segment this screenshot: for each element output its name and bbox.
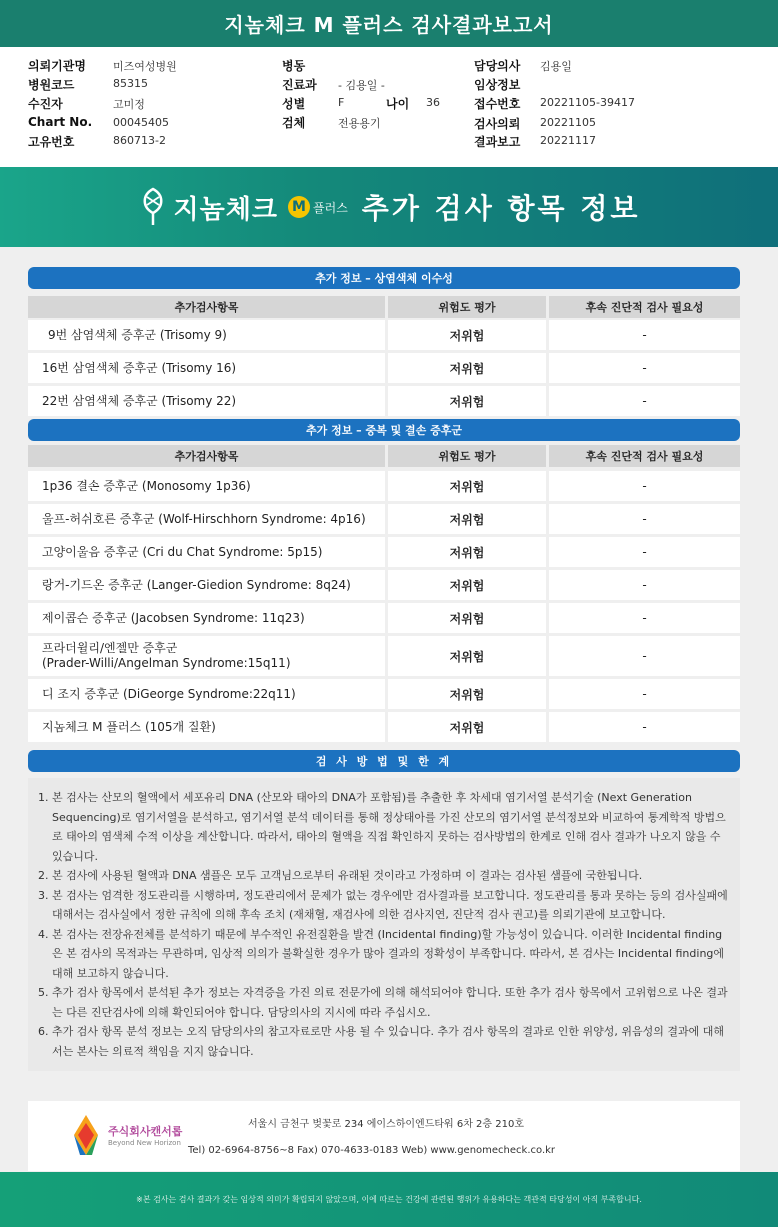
recipient-label: 수진자 — [28, 97, 63, 111]
banner-plus: 플러스 — [313, 200, 348, 215]
row-item: 고양이울음 증후군 (Cri du Chat Syndrome: 5p15) — [28, 537, 385, 567]
row-item: 울프-허쉬호른 증후군 (Wolf-Hirschhorn Syndrome: 4p16) — [28, 504, 385, 534]
section1-column-headers — [28, 296, 740, 318]
age-value: 36 — [426, 96, 440, 109]
row-item-line1: 프라더윌리/엔젤만 증후군 — [42, 641, 178, 655]
method-note: 5. 추가 검사 항목에서 분석된 추가 정보는 자격증을 가진 의료 전문가에 의해 해석되어야 합니다. 또한 추가 검사 항목에서 고위험으로 나온 결과는 다른 진단검사에 의해 확인되어야 합니다. 담당의사의 지시에 따라 주십시오. — [52, 983, 740, 1022]
col-risk-header: 위험도 평가 — [388, 445, 546, 467]
patient-info — [0, 47, 778, 167]
company-contact: Tel) 02-6964-8756~8 Fax) 070-4633-0183 Web) www.genomecheck.co.kr — [188, 1145, 556, 1156]
row-item: 디 조지 증후군 (DiGeorge Syndrome:22q11) — [28, 679, 385, 709]
chart-no-value: 00045405 — [113, 116, 169, 129]
row-item: 9번 삼염색체 증후군 (Trisomy 9) — [28, 320, 385, 350]
disclaimer-bar — [0, 1172, 778, 1227]
table-row — [28, 712, 740, 742]
row-risk: 저위험 — [388, 353, 546, 383]
dna-leaf-icon — [138, 187, 168, 227]
row-risk: 저위험 — [388, 320, 546, 350]
row-followup: - — [549, 353, 740, 383]
col-risk-header: 위험도 평가 — [388, 296, 546, 318]
methods-notes — [28, 778, 740, 1071]
age-label: 나이 — [386, 97, 410, 111]
row-followup: - — [549, 570, 740, 600]
row-followup: - — [549, 320, 740, 350]
row-item: 16번 삼염색체 증후군 (Trisomy 16) — [28, 353, 385, 383]
company-flame-icon — [68, 1113, 104, 1157]
section1-header: 추가 정보 – 상염색체 이수성 — [28, 267, 740, 289]
methods-header: 검 사 방 법 및 한 계 — [28, 750, 740, 772]
unique-no-label: 고유번호 — [28, 135, 75, 149]
row-followup: - — [549, 679, 740, 709]
disclaimer-text: ※본 검사는 검사 결과가 갖는 임상적 의미가 확립되지 않았으며, 이에 따르는 건강에 관련된 행위가 유용하다는 객관적 타당성이 아직 부족합니다. — [136, 1195, 642, 1204]
table-row — [28, 603, 740, 633]
row-risk: 저위험 — [388, 471, 546, 501]
chart-no-label: Chart No. — [28, 115, 93, 129]
method-note: 1. 본 검사는 산모의 혈액에서 세포유리 DNA (산모와 태아의 DNA가 포함됨)를 추출한 후 차세대 염기서열 분석기술 (Next Generation Sequencing)로 염기서열을 분석하고, 염기서열 분석 데이터를 통해 정상태아를 가진 산모의 염기서열 분석정보와 비교하여 통계학적 방법으로 태아의 염색체 수적 이상을 계산합니다. 따라서, 태아의 혈액을 직접 확인하지 못하는 검사방법의 한계로 인해 검사 결과가 나오지 않을 수 있습니다. — [52, 788, 740, 866]
unique-no-value: 860713-2 — [113, 134, 166, 147]
request-date-value: 20221105 — [540, 116, 596, 129]
receipt-no-label: 접수번호 — [474, 97, 521, 111]
recipient-value: 고미정 — [113, 98, 145, 111]
table-row — [28, 353, 740, 383]
request-date-label: 검사의뢰 — [474, 117, 521, 131]
row-followup: - — [549, 537, 740, 567]
banner-heading: 추가 검사 항목 정보 — [361, 192, 641, 225]
receipt-no-value: 20221105-39417 — [540, 96, 635, 109]
method-note: 6. 추가 검사 항목 분석 정보는 오직 담당의사의 참고자료로만 사용 될 수 있습니다. 추가 검사 항목의 결과로 인한 위양성, 위음성의 결과에 대해서는 본사는 의료적 책임을 지지 않습니다. — [52, 1022, 740, 1061]
section2-header: 추가 정보 – 중복 및 결손 증후군 — [28, 419, 740, 441]
hospital-code-label: 병원코드 — [28, 78, 75, 92]
doctor-value: 김용일 — [540, 60, 572, 73]
row-item: 제이콥슨 증후군 (Jacobsen Syndrome: 11q23) — [28, 603, 385, 633]
ward-label: 병동 — [282, 59, 306, 73]
footer — [28, 1101, 740, 1171]
report-date-value: 20221117 — [540, 134, 596, 147]
sex-value: F — [338, 96, 345, 109]
row-item: 1p36 결손 증후군 (Monosomy 1p36) — [28, 471, 385, 501]
col-followup-header: 후속 진단적 검사 필요성 — [549, 445, 740, 467]
row-risk: 저위험 — [388, 712, 546, 742]
genomecheck-logo — [138, 187, 348, 227]
report-title: 지놈체크 M 플러스 검사결과보고서 — [0, 0, 778, 47]
clinical-label: 임상정보 — [474, 78, 521, 92]
table-row — [28, 320, 740, 350]
table-row — [28, 636, 740, 676]
company-address: 서울시 금천구 벚꽃로 234 에이스하이엔드타워 6차 2층 210호 — [248, 1119, 525, 1130]
row-risk: 저위험 — [388, 603, 546, 633]
company-logo — [68, 1113, 182, 1157]
row-followup: - — [549, 712, 740, 742]
row-item — [28, 636, 385, 676]
report-date-label: 결과보고 — [474, 135, 521, 149]
row-risk: 저위험 — [388, 386, 546, 416]
section2-column-headers — [28, 445, 740, 467]
specimen-label: 검체 — [282, 116, 306, 130]
table-row — [28, 504, 740, 534]
method-note: 3. 본 검사는 엄격한 정도관리를 시행하며, 정도관리에서 문제가 없는 경우에만 검사결과를 보고합니다. 정도관리를 통과 못하는 등의 검사실패에 대해서는 검사실에서 정한 규칙에 의해 후속 조치 (재채혈, 재검사에 의한 검사지연, 진단적 검사 권고)를 의뢰기관에 보고합니다. — [52, 886, 740, 925]
department-label: 진료과 — [282, 78, 317, 92]
row-item: 랑거-기드온 증후군 (Langer-Giedion Syndrome: 8q24) — [28, 570, 385, 600]
row-risk: 저위험 — [388, 537, 546, 567]
banner-m-badge: M — [288, 196, 310, 218]
row-risk: 저위험 — [388, 504, 546, 534]
sex-label: 성별 — [282, 97, 306, 111]
institution-label: 의뢰기관명 — [28, 59, 86, 73]
table-row — [28, 386, 740, 416]
table-row — [28, 679, 740, 709]
row-followup: - — [549, 603, 740, 633]
banner-brand: 지놈체크 — [173, 194, 279, 225]
info-banner — [0, 167, 778, 247]
hospital-code-value: 85315 — [113, 77, 148, 90]
table-row — [28, 570, 740, 600]
row-risk: 저위험 — [388, 636, 546, 676]
doctor-label: 담당의사 — [474, 59, 521, 73]
method-note: 4. 본 검사는 전장유전체를 분석하기 때문에 부수적인 유전질환을 발견 (Incidental finding)할 가능성이 있습니다. 이러한 Incidental finding은 본 검사의 목적과는 무관하며, 임상적 의의가 불확실한 경우가 많아 결과의 정확성이 부족합니다. 따라서, 본 검사는 Incidental finding에 대해 보고하지 않습니다. — [52, 925, 740, 984]
col-item-header: 추가검사항목 — [28, 296, 385, 318]
table-row — [28, 537, 740, 567]
row-followup: - — [549, 471, 740, 501]
company-name: 주식회사캔서롭 — [108, 1125, 183, 1138]
row-followup: - — [549, 504, 740, 534]
specimen-value: 전용용기 — [338, 117, 381, 130]
method-note: 2. 본 검사에 사용된 혈액과 DNA 샘플은 모두 고객님으로부터 유래된 것이라고 가정하며 이 결과는 검사된 샘플에 국한됩니다. — [52, 866, 740, 886]
row-item: 22번 삼염색체 증후군 (Trisomy 22) — [28, 386, 385, 416]
row-risk: 저위험 — [388, 570, 546, 600]
col-item-header: 추가검사항목 — [28, 445, 385, 467]
department-value: - 김용일 - — [338, 79, 385, 92]
col-followup-header: 후속 진단적 검사 필요성 — [549, 296, 740, 318]
table-row — [28, 471, 740, 501]
institution-value: 미즈여성병원 — [113, 60, 177, 73]
row-followup: - — [549, 386, 740, 416]
row-risk: 저위험 — [388, 679, 546, 709]
row-item-line2: (Prader-Willi/Angelman Syndrome:15q11) — [42, 656, 291, 670]
company-slogan: Beyond New Horizon — [108, 1139, 181, 1147]
row-followup: - — [549, 636, 740, 676]
row-item: 지놈체크 M 플러스 (105개 질환) — [28, 712, 385, 742]
